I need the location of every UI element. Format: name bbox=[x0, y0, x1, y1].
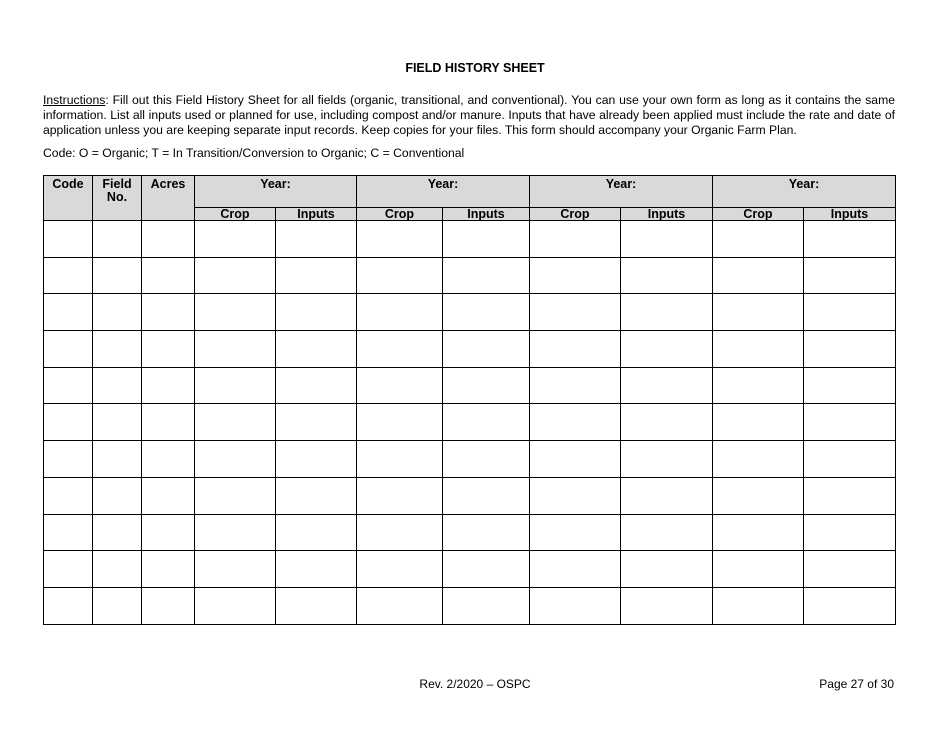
code-legend: Code: O = Organic; T = In Transition/Conversion to Organic; C = Conventional bbox=[43, 146, 465, 160]
table-row bbox=[44, 514, 896, 551]
table-cell[interactable] bbox=[142, 404, 195, 441]
table-cell[interactable] bbox=[804, 331, 896, 368]
table-cell[interactable] bbox=[357, 294, 443, 331]
table-cell[interactable] bbox=[357, 551, 443, 588]
header-inputs: Inputs bbox=[276, 208, 357, 221]
table-cell[interactable] bbox=[276, 331, 357, 368]
table-cell[interactable] bbox=[195, 257, 276, 294]
table-cell[interactable] bbox=[443, 221, 530, 258]
table-cell[interactable] bbox=[93, 477, 142, 514]
table-cell[interactable] bbox=[195, 587, 276, 624]
table-cell[interactable] bbox=[713, 404, 804, 441]
table-cell[interactable] bbox=[276, 514, 357, 551]
table-cell[interactable] bbox=[357, 514, 443, 551]
table-row bbox=[44, 477, 896, 514]
table-cell[interactable] bbox=[357, 221, 443, 258]
table-cell[interactable] bbox=[44, 331, 93, 368]
header-acres: Acres bbox=[142, 176, 195, 221]
table-cell[interactable] bbox=[142, 551, 195, 588]
table-cell[interactable] bbox=[713, 441, 804, 478]
table-cell[interactable] bbox=[276, 441, 357, 478]
table-cell[interactable] bbox=[44, 441, 93, 478]
table-cell[interactable] bbox=[195, 367, 276, 404]
table-cell[interactable] bbox=[804, 441, 896, 478]
table-cell[interactable] bbox=[804, 477, 896, 514]
table-cell[interactable] bbox=[443, 477, 530, 514]
header-crop: Crop bbox=[195, 208, 276, 221]
table-cell[interactable] bbox=[195, 477, 276, 514]
table-cell[interactable] bbox=[443, 367, 530, 404]
table-cell[interactable] bbox=[804, 221, 896, 258]
table-cell[interactable] bbox=[93, 441, 142, 478]
table-row bbox=[44, 587, 896, 624]
table-cell[interactable] bbox=[44, 221, 93, 258]
revision-footer: Rev. 2/2020 – OSPC bbox=[419, 677, 531, 691]
header-year: Year: bbox=[195, 176, 357, 208]
table-cell[interactable] bbox=[93, 367, 142, 404]
table-cell[interactable] bbox=[44, 551, 93, 588]
header-crop: Crop bbox=[713, 208, 804, 221]
table-cell[interactable] bbox=[443, 551, 530, 588]
table-row bbox=[44, 257, 896, 294]
table-cell[interactable] bbox=[276, 477, 357, 514]
table-cell[interactable] bbox=[93, 404, 142, 441]
table-cell[interactable] bbox=[93, 514, 142, 551]
table-cell[interactable] bbox=[530, 477, 621, 514]
table-cell[interactable] bbox=[530, 404, 621, 441]
table-cell[interactable] bbox=[621, 331, 713, 368]
table-cell[interactable] bbox=[530, 257, 621, 294]
table-cell[interactable] bbox=[530, 367, 621, 404]
table-row bbox=[44, 404, 896, 441]
table-cell[interactable] bbox=[195, 551, 276, 588]
table-cell[interactable] bbox=[621, 587, 713, 624]
header-crop: Crop bbox=[530, 208, 621, 221]
table-cell[interactable] bbox=[142, 587, 195, 624]
table-row bbox=[44, 331, 896, 368]
table-cell[interactable] bbox=[357, 367, 443, 404]
table-cell[interactable] bbox=[621, 404, 713, 441]
table-row bbox=[44, 441, 896, 478]
table-cell[interactable] bbox=[621, 514, 713, 551]
table-cell[interactable] bbox=[276, 551, 357, 588]
table-cell[interactable] bbox=[713, 477, 804, 514]
table-cell[interactable] bbox=[804, 587, 896, 624]
header-field-no: Field No. bbox=[93, 176, 142, 221]
table-cell[interactable] bbox=[93, 294, 142, 331]
header-crop: Crop bbox=[357, 208, 443, 221]
table-row bbox=[44, 294, 896, 331]
table-cell[interactable] bbox=[195, 514, 276, 551]
table-cell[interactable] bbox=[93, 587, 142, 624]
table-cell[interactable] bbox=[621, 551, 713, 588]
table-cell[interactable] bbox=[357, 587, 443, 624]
header-inputs: Inputs bbox=[443, 208, 530, 221]
table-cell[interactable] bbox=[530, 221, 621, 258]
table-cell[interactable] bbox=[142, 477, 195, 514]
instructions bbox=[43, 93, 895, 138]
table-cell[interactable] bbox=[804, 367, 896, 404]
instructions-label: Instructions bbox=[43, 93, 106, 107]
table-cell[interactable] bbox=[443, 257, 530, 294]
header-code: Code bbox=[44, 176, 93, 221]
header-year: Year: bbox=[530, 176, 713, 208]
table-cell[interactable] bbox=[713, 587, 804, 624]
table-cell[interactable] bbox=[44, 514, 93, 551]
table-cell[interactable] bbox=[93, 551, 142, 588]
table-cell[interactable] bbox=[443, 587, 530, 624]
table-cell[interactable] bbox=[804, 257, 896, 294]
table-cell[interactable] bbox=[530, 587, 621, 624]
table-row bbox=[44, 367, 896, 404]
table-cell[interactable] bbox=[44, 477, 93, 514]
table-cell[interactable] bbox=[530, 551, 621, 588]
table-cell[interactable] bbox=[621, 257, 713, 294]
table-cell[interactable] bbox=[276, 404, 357, 441]
table-cell[interactable] bbox=[276, 257, 357, 294]
table-cell[interactable] bbox=[276, 587, 357, 624]
table-cell[interactable] bbox=[621, 367, 713, 404]
table-cell[interactable] bbox=[621, 221, 713, 258]
page-title: FIELD HISTORY SHEET bbox=[405, 61, 545, 75]
table-cell[interactable] bbox=[195, 294, 276, 331]
table-cell[interactable] bbox=[530, 514, 621, 551]
table-cell[interactable] bbox=[443, 331, 530, 368]
table-cell[interactable] bbox=[530, 441, 621, 478]
table-cell[interactable] bbox=[44, 294, 93, 331]
table-cell[interactable] bbox=[276, 221, 357, 258]
table-cell[interactable] bbox=[276, 367, 357, 404]
table-cell[interactable] bbox=[357, 331, 443, 368]
table-cell[interactable] bbox=[804, 514, 896, 551]
table-cell[interactable] bbox=[357, 477, 443, 514]
table-cell[interactable] bbox=[195, 441, 276, 478]
table-cell[interactable] bbox=[93, 257, 142, 294]
header-inputs: Inputs bbox=[804, 208, 896, 221]
table-cell[interactable] bbox=[621, 294, 713, 331]
instructions-text: : Fill out this Field History Sheet for all fields (organic, transitional, and conventional). You can use your own form as long as it contains the same information. List all inputs used or planned for use, including compost and/or manure. Inputs that have already been applied must include the rate and date of application unless you are keeping separate input records. Keep copies for your files. This form should accompany your Organic Farm Plan. bbox=[43, 93, 895, 137]
table-cell[interactable] bbox=[44, 587, 93, 624]
table-cell[interactable] bbox=[713, 221, 804, 258]
table-cell[interactable] bbox=[443, 441, 530, 478]
table-cell[interactable] bbox=[530, 331, 621, 368]
table-cell[interactable] bbox=[93, 331, 142, 368]
table-cell[interactable] bbox=[195, 331, 276, 368]
table-cell[interactable] bbox=[195, 404, 276, 441]
table-row bbox=[44, 221, 896, 258]
header-inputs: Inputs bbox=[621, 208, 713, 221]
table-cell[interactable] bbox=[713, 257, 804, 294]
table-cell[interactable] bbox=[443, 294, 530, 331]
table-cell[interactable] bbox=[804, 551, 896, 588]
table-cell[interactable] bbox=[443, 514, 530, 551]
table-cell[interactable] bbox=[44, 257, 93, 294]
table-cell[interactable] bbox=[530, 294, 621, 331]
table-cell[interactable] bbox=[713, 551, 804, 588]
table-cell[interactable] bbox=[142, 294, 195, 331]
table-cell[interactable] bbox=[804, 404, 896, 441]
header-year: Year: bbox=[713, 176, 896, 208]
table-cell[interactable] bbox=[713, 294, 804, 331]
table-cell[interactable] bbox=[44, 367, 93, 404]
table-cell[interactable] bbox=[804, 294, 896, 331]
table-cell[interactable] bbox=[142, 221, 195, 258]
table-cell[interactable] bbox=[142, 257, 195, 294]
table-cell[interactable] bbox=[44, 404, 93, 441]
table-cell[interactable] bbox=[357, 441, 443, 478]
table-cell[interactable] bbox=[93, 221, 142, 258]
table-cell[interactable] bbox=[142, 331, 195, 368]
table-row bbox=[44, 551, 896, 588]
table-cell[interactable] bbox=[142, 441, 195, 478]
table-cell[interactable] bbox=[142, 367, 195, 404]
table-cell[interactable] bbox=[195, 221, 276, 258]
table-cell[interactable] bbox=[443, 404, 530, 441]
table-cell[interactable] bbox=[621, 441, 713, 478]
table-cell[interactable] bbox=[357, 257, 443, 294]
table-cell[interactable] bbox=[621, 477, 713, 514]
table-cell[interactable] bbox=[276, 294, 357, 331]
field-history-table bbox=[43, 175, 896, 625]
table-cell[interactable] bbox=[357, 404, 443, 441]
table-cell[interactable] bbox=[713, 367, 804, 404]
header-year: Year: bbox=[357, 176, 530, 208]
table-cell[interactable] bbox=[142, 514, 195, 551]
page-number: Page 27 of 30 bbox=[819, 677, 894, 691]
table-cell[interactable] bbox=[713, 514, 804, 551]
table-cell[interactable] bbox=[713, 331, 804, 368]
